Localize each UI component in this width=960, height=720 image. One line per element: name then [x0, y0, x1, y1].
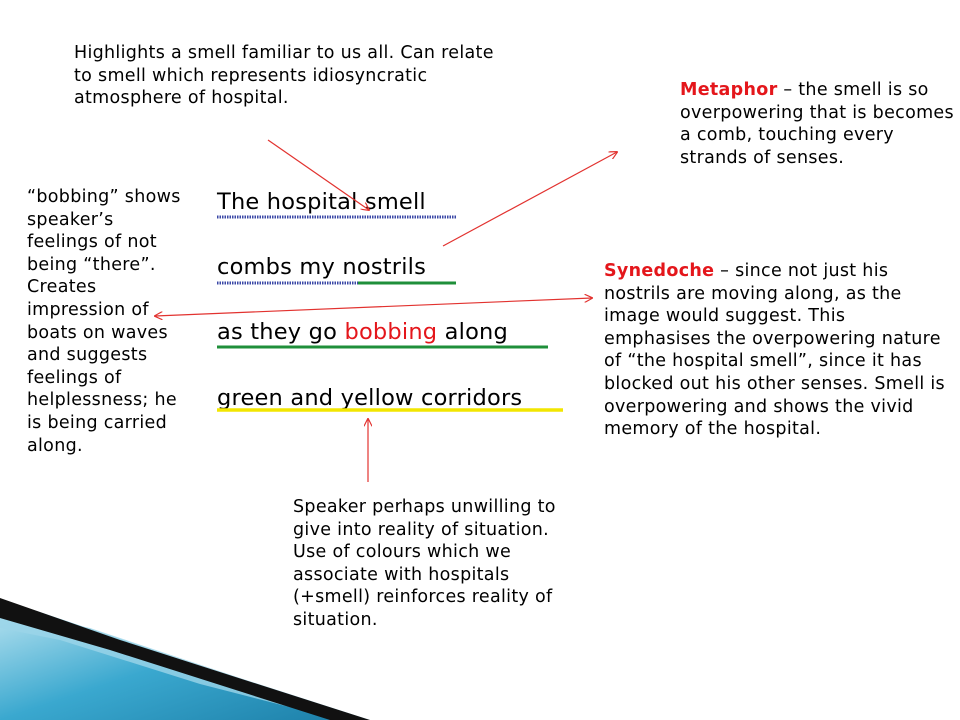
metaphor-text: – the smell is so overpowering that is becomes a comb, touching every strands of senses.	[680, 80, 954, 168]
synecdoche-text: – since not just his nostrils are moving along, as the image would suggest. This emphasises the overpowering nature of “the hospital smell”, since it has blocked out his other senses. Smell is overpowering and shows the vivid memory of the hospital.	[604, 261, 945, 440]
note-bobbing: “bobbing” shows speaker’s feelings of not being “there”. Creates impression of boats on waves and suggests feelings of helplessness; he is being carried along.	[27, 187, 181, 456]
poem-line-2: combs my nostrils	[217, 254, 427, 280]
poem-line-3-start: as they go	[217, 319, 345, 345]
metaphor-label: Metaphor	[680, 80, 778, 100]
note-smell: Highlights a smell familiar to us all. Can relate to smell which represents idiosyncratic atmosphere of hospital.	[74, 43, 494, 109]
poem-line-1: The hospital smell	[217, 189, 426, 215]
poem-line-4: green and yellow corridors	[217, 385, 523, 411]
arrow-bobbing-to-synecdoche	[155, 298, 592, 316]
synecdoche-label: Synedoche	[604, 261, 715, 281]
poem-word-bobbing: bobbing	[344, 319, 438, 345]
note-speaker: Speaker perhaps unwilling to give into reality of situation. Use of colours which we associate with hospitals (+smell) reinforces reality of situation.	[293, 497, 556, 630]
arrow-line2-to-metaphor	[443, 152, 617, 246]
arrow-smell-to-line1	[268, 140, 369, 210]
poem-line-3-end: along	[437, 319, 508, 345]
